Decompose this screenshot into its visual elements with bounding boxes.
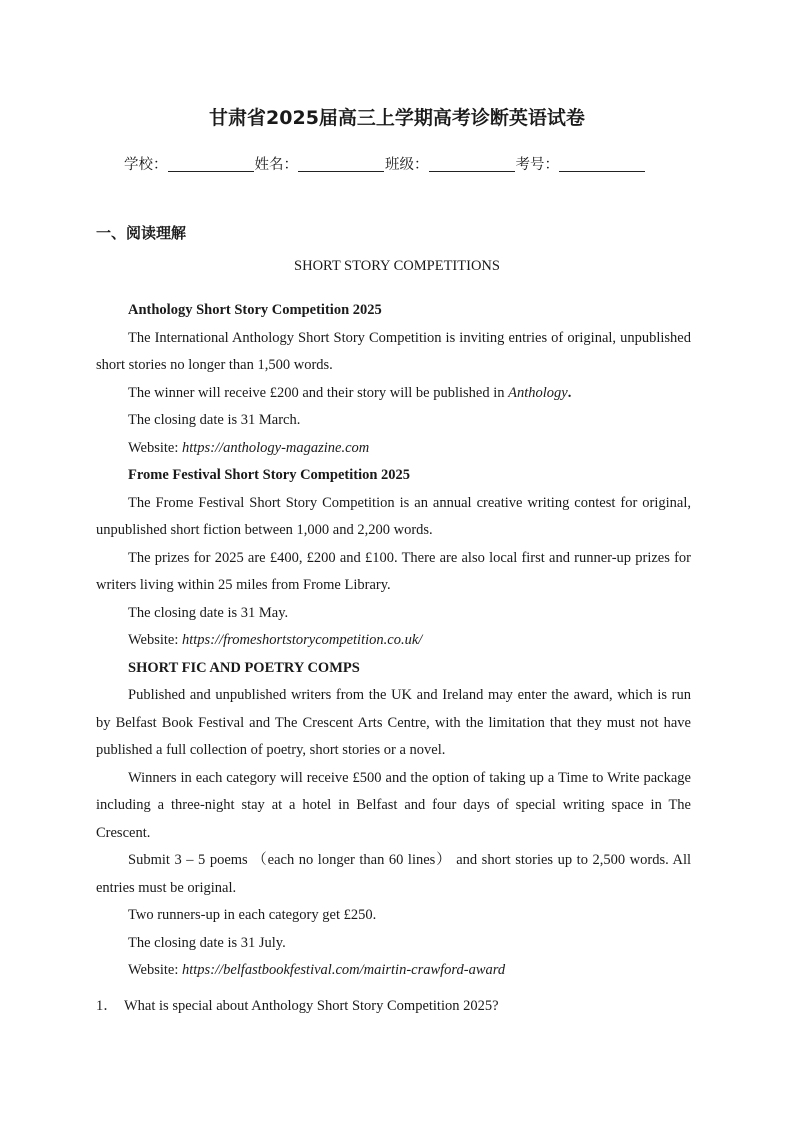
competition-2-prizes: The prizes for 2025 are £400, £200 and £100. There are also local first and runner-up prizes for writers living within 25 miles from Frome Library. [96, 549, 691, 593]
school-blank[interactable] [168, 157, 254, 172]
name-label: 姓名： [254, 157, 298, 173]
competition-3-runners: Two runners-up in each category get £250. [128, 907, 377, 923]
competition-1-closing: The closing date is 31 March. [128, 412, 301, 428]
anthology-italic: Anthology [508, 384, 568, 401]
competition-1-link[interactable]: https://anthology-magazine.com [182, 439, 370, 456]
section-title: 一、阅读理解 [96, 224, 187, 242]
exam-title: 甘肃省2025届高三上学期高考诊断英语试卷 [209, 107, 585, 129]
competition-2-description: The Frome Festival Short Story Competition is an annual creative writing contest for original, unpublished short fiction between 1,000 and 2,200 words. [96, 494, 691, 538]
exam-number-label: 考号： [515, 157, 559, 173]
passage-heading: SHORT STORY COMPETITIONS [294, 258, 500, 274]
competition-1-prize: The winner will receive £200 and their story will be published in Anthology. [128, 384, 572, 401]
competition-2-closing: The closing date is 31 May. [128, 604, 289, 621]
competition-3-description: Published and unpublished writers from the UK and Ireland may enter the award, which is run by Belfast Book Festival and The Crescent Arts Centre, with the limitation that they must not have published a full collection of poetry, short stories or a novel. [96, 687, 691, 758]
competition-1-website: Website: https://anthology-magazine.com [128, 439, 370, 456]
question-text: What is special about Anthology Short Story Competition 2025? [124, 998, 499, 1014]
class-blank[interactable] [429, 157, 515, 172]
competition-1-description: The International Anthology Short Story Competition is inviting entries of original, unpublished short stories no longer than 1,500 words. [96, 329, 691, 373]
competition-3-submit: Submit 3 – 5 poems （each no longer than 60 lines） and short stories up to 2,500 words. All entries must be original. [96, 852, 691, 896]
competition-3-title: SHORT FIC AND POETRY COMPS [128, 659, 360, 676]
competition-2-title: Frome Festival Short Story Competition 2025 [128, 467, 411, 483]
competition-2-website: Website: https://fromeshortstorycompetition.co.uk/ [128, 632, 423, 648]
name-blank[interactable] [298, 157, 384, 172]
competition-3-link[interactable]: https://belfastbookfestival.com/mairtin-crawford-award [182, 962, 506, 978]
competition-3-closing: The closing date is 31 July. [128, 934, 286, 951]
class-label: 班级： [385, 157, 429, 173]
passage-body [96, 297, 691, 985]
question-number: 1． [96, 998, 118, 1014]
exam-number-blank[interactable] [559, 157, 645, 172]
student-info-row [124, 153, 684, 174]
competition-3-website: Website: https://belfastbookfestival.com/mairtin-crawford-award [128, 962, 506, 978]
competition-2-link[interactable]: https://fromeshortstorycompetition.co.uk/ [182, 632, 423, 648]
competition-1-title: Anthology Short Story Competition 2025 [128, 302, 382, 318]
school-label: 学校： [124, 157, 168, 173]
competition-3-winners: Winners in each category will receive £500 and the option of taking up a Time to Write package including a three-night stay at a hotel in Belfast and four days of special writing space in The Crescent. [96, 769, 691, 841]
question-1 [96, 994, 696, 1018]
